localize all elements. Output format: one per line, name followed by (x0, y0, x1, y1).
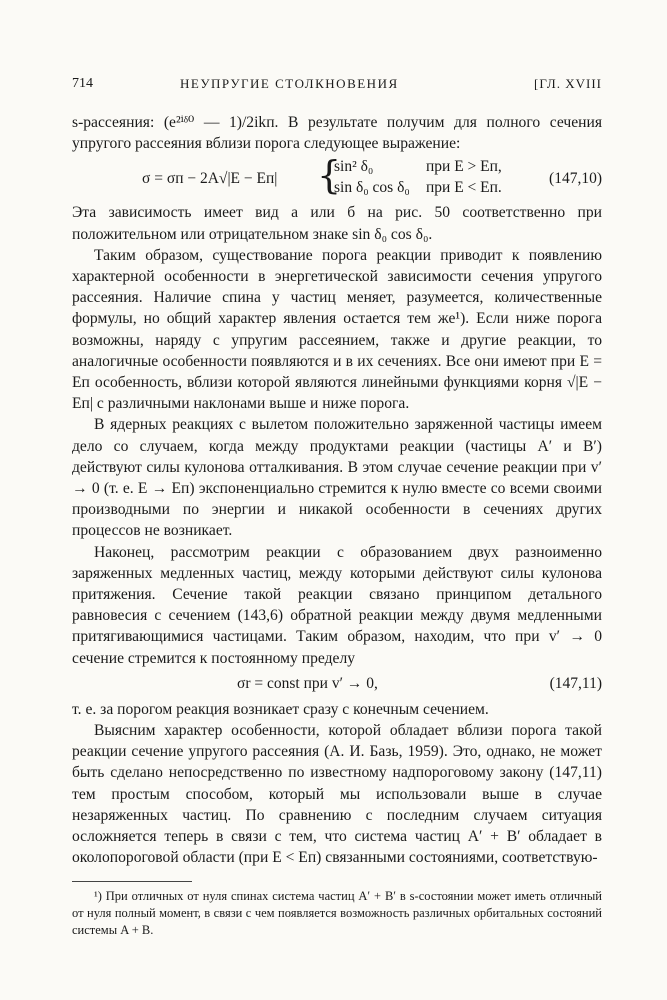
footnote: ¹) При отличных от нуля спинах система частиц A′ + B′ в s-состоянии может иметь отличный от нуля полный момент, в связи с чем появляется возможность различных орбитальных состояний системы A + B. (72, 888, 602, 937)
equation-number: (147,10) (549, 170, 602, 188)
running-header (72, 76, 602, 98)
equation-number: (147,11) (549, 674, 602, 692)
paragraph: Наконец, рассмотрим реакции с образованием двух разноименно заряженных медленных частиц, между которыми действуют силы кулонова притяжения. Сечение такой реакции связано принципом детального равновесия с сечением (143,6) обратной реакции между двумя медленными притягивающимися частицами. Таким образом, находим, что при v′ → 0 сечение стремится к постоянному пределу (72, 543, 602, 667)
paragraph-intro: s-рассеяния: (e²ⁱᵟ⁰ — 1)/2ikп. В результате получим для полного сечения упругого рассеяния вблизи порога следующее выражение: (72, 114, 602, 153)
case-row: sin δ₀ cos δ₀ при E < Eп. (334, 179, 502, 197)
equation-cases (334, 156, 502, 198)
equation-147-10 (72, 153, 602, 200)
paragraph: Эта зависимость имеет вид а или б на рис. 50 соответственно при положительном или отрицательном знаке sin δ₀ cos δ₀. (72, 204, 602, 243)
case-row: sin² δ₀ при E > Eп, (334, 158, 502, 176)
equation-lhs: σ = σп − 2A√|E − Eп| (142, 170, 278, 188)
paragraph: т. е. за порогом реакция возникает сразу с конечным сечением. (72, 700, 489, 718)
running-title: НЕУПРУГИЕ СТОЛКНОВЕНИЯ (180, 76, 399, 91)
page (72, 76, 602, 939)
chapter-label: [ГЛ. XVIII (534, 76, 602, 91)
paragraph: Выясним характер особенности, которой обладает вблизи порога такой реакции сечение упругого рассеяния (А. И. Базь, 1959). Это, однако, не может быть сделано непосредственно по известному надпороговому закону (147,11) тем простым способом, который мы использовали выше в случае незаряженных частиц. По сравнению с последним случаем ситуация осложняется теперь в связи с тем, что система частиц A′ + B′ обладает в околопороговой области (при E < Eп) связанными состояниями, соответствую- (72, 722, 602, 867)
equation-147-11 (72, 671, 602, 697)
footnote-divider (72, 881, 192, 882)
paragraph: Таким образом, существование порога реакции приводит к появлению характерной особенности в энергетической зависимости сечения упругого рассеяния. Наличие спина у частиц меняет, разумеется, количественные формулы, но общий характер явления остается тем же¹). Если ниже порога возможны, наряду с упругим рассеянием, также и другие реакции, то аналогичные особенности появляются и в их сечениях. Все они имеют при E = Eп особенность, вблизи которой являются линейными функциями корня √|E − Eп| с различными наклонами выше и ниже порога. (72, 246, 602, 413)
equation-expression: σr = const при v′ → 0, (237, 674, 378, 692)
left-brace-icon: { (317, 153, 342, 198)
page-number: 714 (72, 76, 93, 91)
main-text (72, 112, 602, 939)
paragraph: В ядерных реакциях с вылетом положительно заряженной частицы имеем дело со случаем, когда между продуктами реакции (частицы A′ и B′) действуют силы кулонова отталкивания. В этом случае сечение реакции при v′ → 0 (т. е. E → Eп) экспоненциально стремится к нулю вместе со всеми своими производными по энергии и никакой особенности в сечениях других процессов не возникает. (72, 416, 602, 540)
